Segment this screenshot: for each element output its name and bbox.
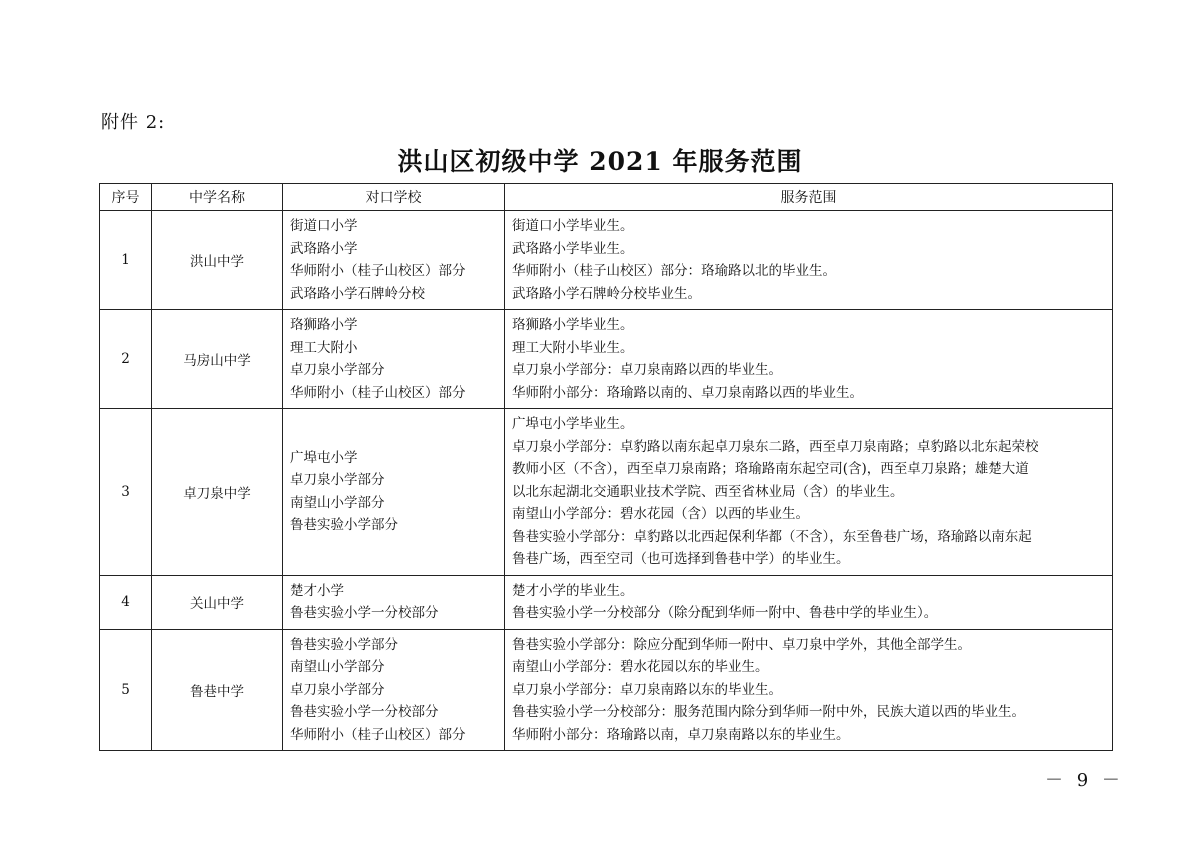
service-scope-line: 南望山小学部分：碧水花园以东的毕业生。 <box>512 659 769 675</box>
service-scope-line: 华师附小（桂子山校区）部分：珞瑜路以北的毕业生。 <box>512 263 836 279</box>
row-number: 3 <box>100 409 152 576</box>
feeder-school: 华师附小（桂子山校区）部分 <box>290 726 466 743</box>
service-scope-line: 华师附小部分：珞瑜路以南的、卓刀泉南路以西的毕业生。 <box>512 384 863 401</box>
service-scope-line: 武珞路小学毕业生。 <box>512 240 634 257</box>
header-feeder: 对口学校 <box>283 184 505 211</box>
feeder-school: 卓刀泉小学部分 <box>290 681 385 698</box>
service-scope-line: 理工大附小毕业生。 <box>512 339 634 356</box>
service-scope-line: 以北东起湖北交通职业技术学院、西至省林业局（含）的毕业生。 <box>512 483 904 500</box>
service-scope-cell <box>505 211 1113 310</box>
service-scope-cell <box>505 310 1113 409</box>
service-scope-line: 鲁巷广场，西至空司（也可选择到鲁巷中学）的毕业生。 <box>512 551 850 567</box>
row-number: 4 <box>100 575 152 629</box>
table-row <box>100 575 1113 629</box>
page-number: － 9 － <box>1045 770 1124 791</box>
feeder-school: 华师附小（桂子山校区）部分 <box>290 384 466 401</box>
middle-school-name: 卓刀泉中学 <box>152 409 283 576</box>
service-scope-line: 卓刀泉小学部分：卓刀泉南路以东的毕业生。 <box>512 681 782 698</box>
header-num: 序号 <box>100 184 152 211</box>
table-row <box>100 211 1113 310</box>
service-scope-cell <box>505 409 1113 576</box>
service-scope-line: 华师附小部分：珞瑜路以南，卓刀泉南路以东的毕业生。 <box>512 726 850 743</box>
feeder-schools-cell <box>283 575 505 629</box>
feeder-school: 广埠屯小学 <box>290 449 358 466</box>
service-scope-line: 鲁巷实验小学一分校部分（除分配到华师一附中、鲁巷中学的毕业生）。 <box>512 605 938 621</box>
feeder-school: 鲁巷实验小学一分校部分 <box>290 605 439 621</box>
service-scope-line: 楚才小学的毕业生。 <box>512 582 634 599</box>
feeder-school: 楚才小学 <box>290 582 344 599</box>
service-scope-line: 广埠屯小学毕业生。 <box>512 416 634 432</box>
feeder-school: 武珞路小学 <box>290 240 358 257</box>
feeder-schools-cell <box>283 310 505 409</box>
service-scope-line: 教师小区（不含），西至卓刀泉南路；珞瑜路南东起空司(含)，西至卓刀泉路；雄楚大道 <box>512 461 1029 477</box>
service-scope-line: 鲁巷实验小学一分校部分：服务范围内除分到华师一附中外，民族大道以西的毕业生。 <box>512 704 1025 720</box>
feeder-school: 理工大附小 <box>290 339 358 356</box>
feeder-school: 南望山小学部分 <box>290 659 385 675</box>
feeder-schools-cell <box>283 409 505 576</box>
service-scope-line: 武珞路小学石牌岭分校毕业生。 <box>512 285 701 302</box>
service-scope-line: 卓刀泉小学部分：卓刀泉南路以西的毕业生。 <box>512 362 782 378</box>
feeder-school: 珞狮路小学 <box>290 317 358 333</box>
service-scope-line: 街道口小学毕业生。 <box>512 218 634 234</box>
feeder-school: 卓刀泉小学部分 <box>290 472 385 489</box>
row-number: 5 <box>100 629 152 751</box>
table-header-row <box>100 184 1113 211</box>
middle-school-name: 马房山中学 <box>152 310 283 409</box>
feeder-school: 鲁巷实验小学部分 <box>290 636 398 653</box>
feeder-schools-cell <box>283 629 505 751</box>
feeder-school: 南望山小学部分 <box>290 494 385 511</box>
table-row <box>100 310 1113 409</box>
feeder-school: 鲁巷实验小学部分 <box>290 517 398 534</box>
feeder-school: 武珞路小学石牌岭分校 <box>290 285 425 302</box>
feeder-schools-cell <box>283 211 505 310</box>
service-scope-line: 鲁巷实验小学部分：卓豹路以北西起保利华都（不含），东至鲁巷广场，珞瑜路以南东起 <box>512 528 1032 545</box>
feeder-school: 卓刀泉小学部分 <box>290 362 385 378</box>
service-scope-line: 南望山小学部分：碧水花园（含）以西的毕业生。 <box>512 506 809 522</box>
feeder-school: 华师附小（桂子山校区）部分 <box>290 263 466 279</box>
row-number: 2 <box>100 310 152 409</box>
service-scope-line: 卓刀泉小学部分：卓豹路以南东起卓刀泉东二路，西至卓刀泉南路；卓豹路以北东起荣校 <box>512 438 1039 455</box>
attachment-label: 附件 2: <box>101 112 166 133</box>
service-scope-table <box>99 183 1113 751</box>
document-title: 洪山区初级中学 2021 年服务范围 <box>397 147 803 176</box>
table-row <box>100 629 1113 751</box>
feeder-school: 鲁巷实验小学一分校部分 <box>290 704 439 720</box>
table-row <box>100 409 1113 576</box>
header-school: 中学名称 <box>152 184 283 211</box>
service-scope-cell <box>505 575 1113 629</box>
row-number: 1 <box>100 211 152 310</box>
feeder-school: 街道口小学 <box>290 218 358 234</box>
service-scope-line: 珞狮路小学毕业生。 <box>512 317 634 333</box>
middle-school-name: 关山中学 <box>152 575 283 629</box>
middle-school-name: 鲁巷中学 <box>152 629 283 751</box>
middle-school-name: 洪山中学 <box>152 211 283 310</box>
header-scope: 服务范围 <box>505 184 1113 211</box>
service-scope-line: 鲁巷实验小学部分：除应分配到华师一附中、卓刀泉中学外，其他全部学生。 <box>512 636 971 653</box>
service-scope-cell <box>505 629 1113 751</box>
